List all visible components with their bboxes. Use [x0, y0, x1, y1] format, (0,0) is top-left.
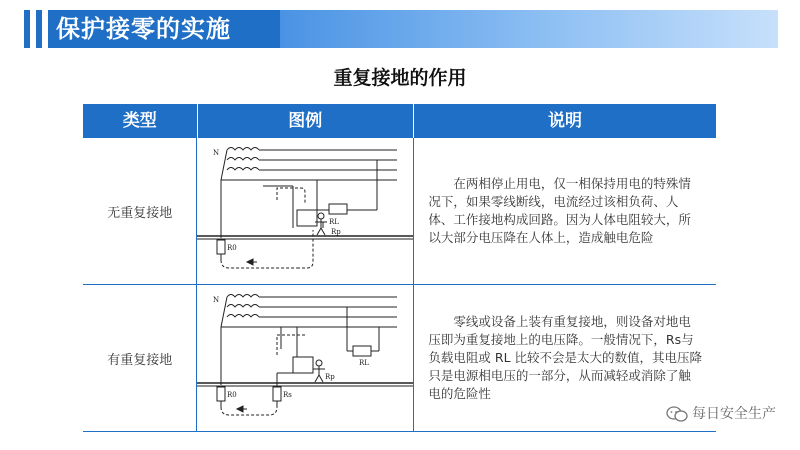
row-type: 有重复接地 [83, 285, 197, 431]
table-row [83, 138, 716, 285]
label-rl: RL [329, 218, 340, 226]
table-row [83, 285, 716, 432]
page-title: 保护接零的实施 [56, 15, 231, 43]
header-type: 类型 [83, 104, 198, 138]
label-n: N [213, 149, 220, 157]
header-banner [0, 0, 800, 56]
label-r0: R0 [227, 244, 238, 252]
header-gradient-bar [280, 10, 778, 48]
row-desc-text: 在两相停止用电，仅一相保持用电的特殊情况下，如果零线断线，电流经过该相负荷、人体、工作接地构成回路。因为人体电阻较大，所以大部分电压降在人体上，造成触电危险 [428, 176, 691, 245]
circuit-diagram-with-regrounding [197, 285, 414, 431]
watermark [666, 403, 776, 425]
row-desc-text: 零线或设备上装有重复接地，则设备对地电压即为重复接地上的电压降。一般情况下，Rs与负载电阻或 RL 比较不会是太大的数值，其电压降只是电源相电压的一部分，从而减轻或消除了触电的危险性 [428, 314, 703, 401]
row-desc [414, 138, 716, 284]
label-n: N [213, 296, 220, 304]
comparison-table [83, 104, 716, 432]
label-rl: RL [359, 359, 370, 367]
header-diagram: 图例 [198, 104, 414, 138]
table-header-row [83, 104, 716, 138]
wechat-icon [666, 405, 688, 423]
row-type: 无重复接地 [83, 138, 197, 284]
circuit-diagram-no-regrounding [197, 138, 414, 284]
label-rs: Rs [283, 391, 293, 399]
section-subtitle: 重复接地的作用 [333, 67, 467, 89]
label-rp: Rp [325, 373, 336, 381]
label-rp: Rp [331, 228, 342, 236]
header-desc: 说明 [547, 111, 582, 131]
header-stripe [24, 10, 30, 48]
header-stripe [36, 10, 42, 48]
circuit-svg [197, 285, 413, 431]
watermark-text: 每日安全生产 [692, 406, 776, 422]
label-r0: R0 [227, 391, 238, 399]
circuit-svg [197, 138, 413, 284]
